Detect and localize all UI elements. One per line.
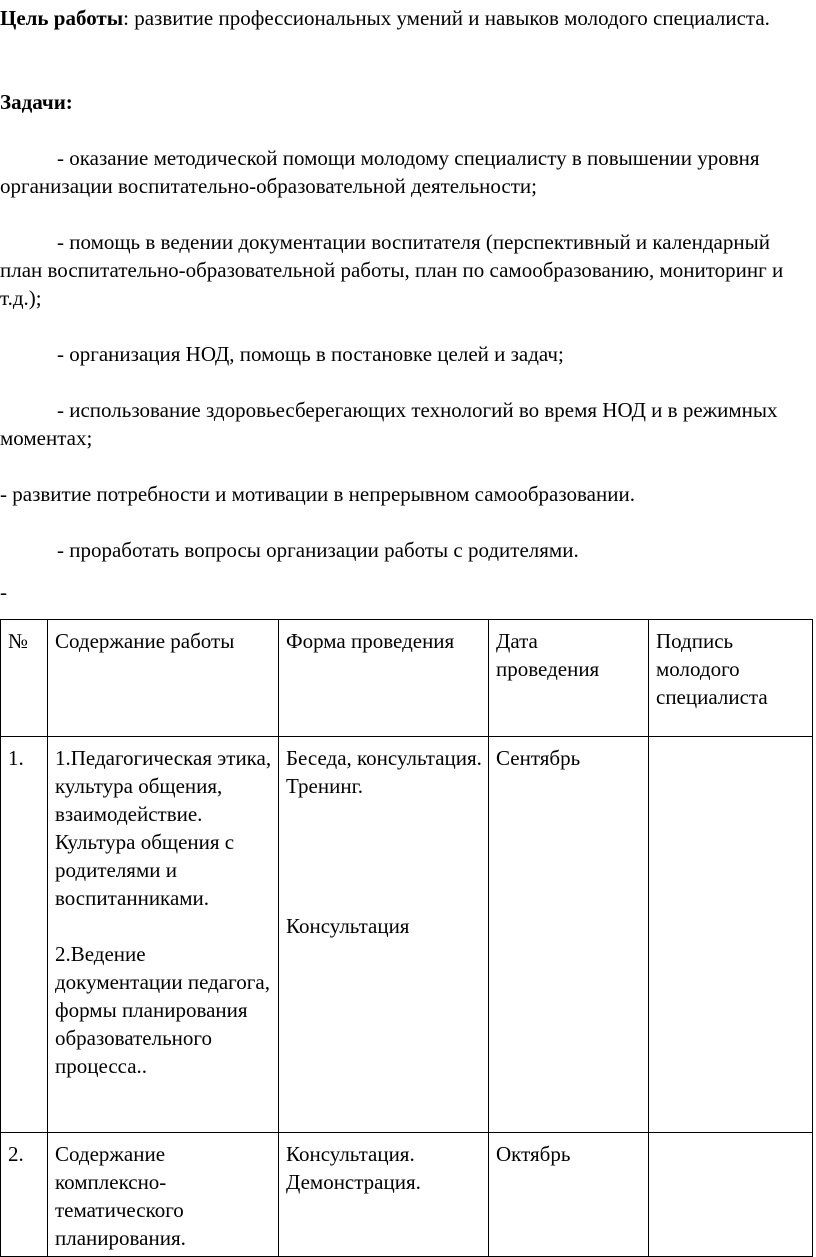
row-content: Содержание комплексно-тематического планирования. xyxy=(48,1133,279,1257)
task-item: - помощь в ведении документации воспитателя (перспективный и календарный план воспитательно-образовательной работы, план по самообразованию, мониторинг и т.д.); xyxy=(0,230,784,310)
row-content xyxy=(48,737,279,1133)
task-item: - развитие потребности и мотивации в непрерывном самообразовании. xyxy=(0,482,635,506)
row-date: Сентябрь xyxy=(489,737,649,1133)
form-item: Беседа, консультация. Тренинг. xyxy=(286,746,482,798)
table-row xyxy=(1,737,813,1133)
row-form xyxy=(279,737,489,1133)
row-number: 2. xyxy=(1,1133,48,1257)
task-item: - проработать вопросы организации работы с родителями. xyxy=(57,538,579,562)
content-item: 1.Педагогическая этика, культура общения, взаимодействие. Культура общения с родителями и воспитанниками. xyxy=(55,746,272,910)
header-content: Содержание работы xyxy=(48,620,279,737)
work-plan-table xyxy=(0,619,813,1257)
row-form: Консультация. Демонстрация. xyxy=(279,1133,489,1257)
table-row xyxy=(1,1133,813,1257)
goal-text: : развитие профессиональных умений и навыков молодого специалиста. xyxy=(123,6,770,30)
row-signature xyxy=(649,1133,813,1257)
form-item: Консультация xyxy=(286,914,410,938)
row-number: 1. xyxy=(1,737,48,1133)
goal-paragraph xyxy=(0,4,814,32)
table-header-row xyxy=(1,620,813,737)
tasks-heading: Задачи: xyxy=(0,90,73,114)
goal-label: Цель работы xyxy=(0,6,124,30)
header-date: Дата проведения xyxy=(489,620,649,737)
header-form: Форма проведения xyxy=(279,620,489,737)
task-item: - оказание методической помощи молодому специалисту в повышении уровня организации воспитательно-образовательной деятельности; xyxy=(0,146,760,198)
trailing-dash: - xyxy=(0,580,7,604)
task-item: - использование здоровьесберегающих технологий во время НОД и в режимных моментах; xyxy=(0,398,778,450)
header-signature: Подпись молодого специалиста xyxy=(649,620,813,737)
spacer xyxy=(55,912,273,940)
content-item: 2.Ведение документации педагога, формы планирования образовательного процесса.. xyxy=(55,942,270,1078)
header-number: № xyxy=(1,620,48,737)
task-item: - организация НОД, помощь в постановке целей и задач; xyxy=(57,342,564,366)
row-signature xyxy=(649,737,813,1133)
row-date: Октябрь xyxy=(489,1133,649,1257)
